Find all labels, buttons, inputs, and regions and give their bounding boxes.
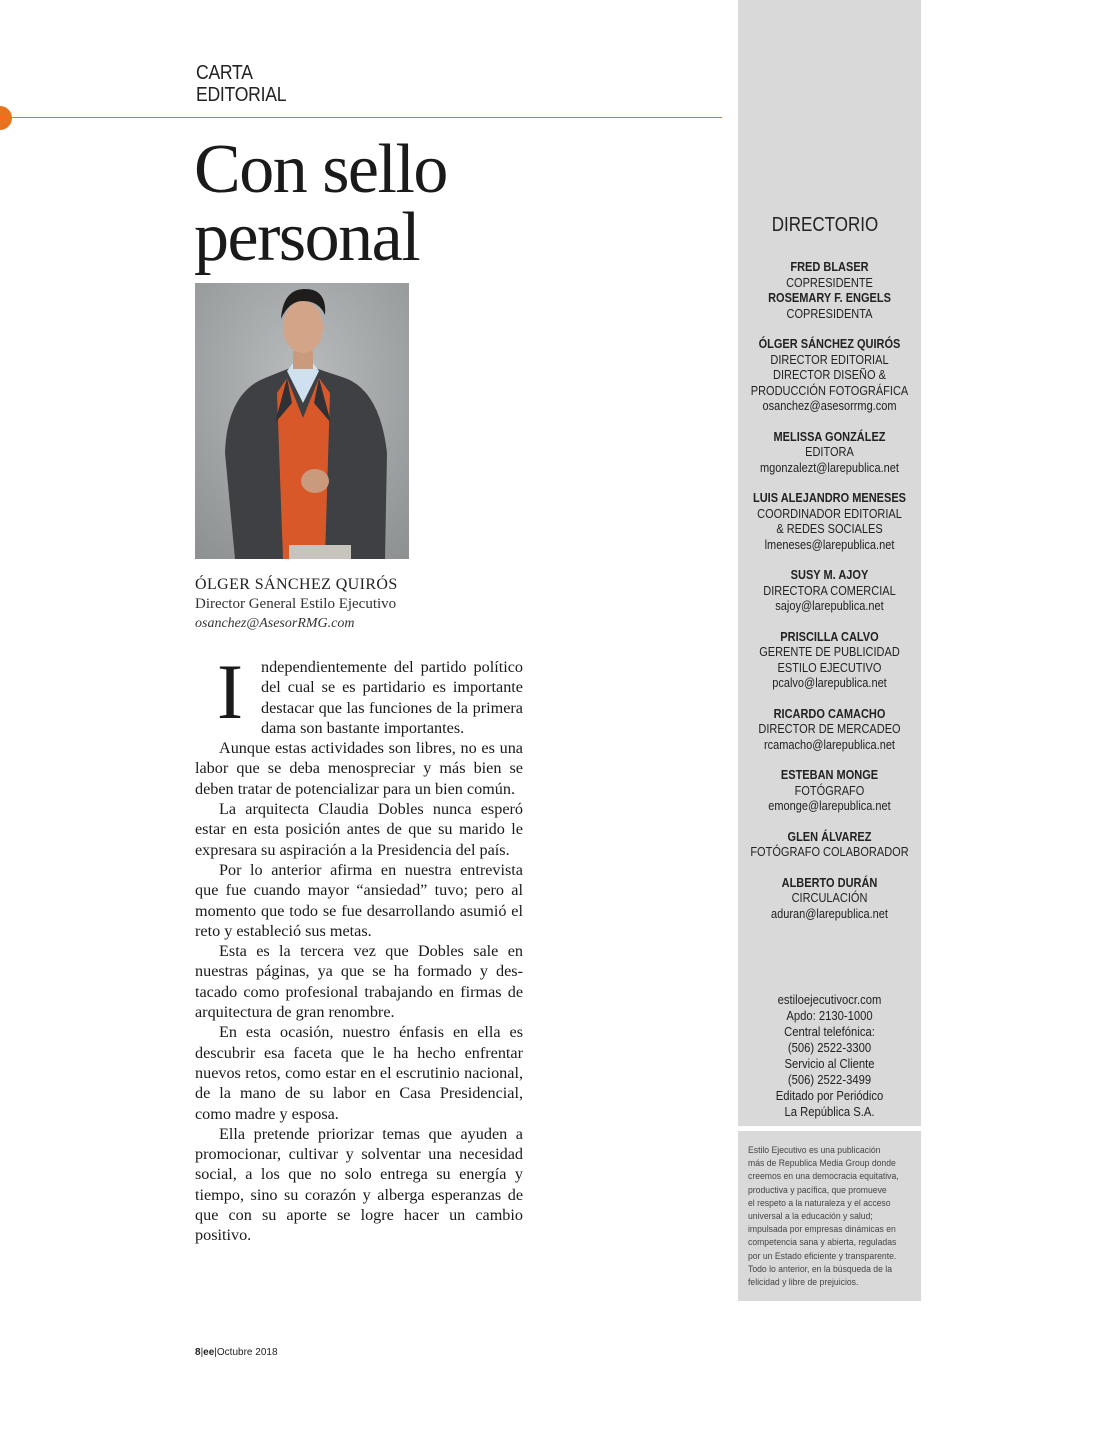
- mission-line: productiva y pacífica, que promueve: [748, 1184, 887, 1196]
- directory-entry: [738, 876, 921, 923]
- directory-role: FOTÓGRAFO: [794, 783, 865, 798]
- directory-role: FOTÓGRAFO COLABORADOR: [750, 845, 909, 859]
- author-name: ÓLGER SÁNCHEZ QUIRÓS: [195, 576, 398, 593]
- directory-role: ESTILO EJECUTIVO: [777, 660, 882, 675]
- directory-entry: [738, 491, 921, 553]
- article-paragraph: Ella pretende priorizar temas que ayuden a promocionar, cultivar y solventar una necesidad social, a los que no solo entrega su energía y tiempo, sino su corazón y alberga esperanzas de que con su aporte se logre hacer un cambio positivo.: [195, 1124, 523, 1245]
- website-link[interactable]: estiloejecutivocr.com: [777, 993, 882, 1007]
- directory-email[interactable]: emonge@larepublica.net: [768, 799, 891, 813]
- directory-role: CIRCULACIÓN: [791, 891, 868, 905]
- paragraph-text: ndependientemente del partido político del cual se es partidario es importante destacar que las funciones de la primera dama son bastante importantes.: [260, 658, 523, 737]
- page-folio: 8|ee|Octubre 2018: [195, 1347, 278, 1358]
- mission-line: impulsada por empresas dinámicas en: [748, 1224, 896, 1236]
- mission-line: universal a la educación y salud;: [748, 1211, 873, 1223]
- directory-name: ESTEBAN MONGE: [780, 768, 879, 782]
- article-paragraph: En esta ocasión, nuestro énfasis en ella es descubrir esa faceta que le ha hecho enfrentar nuevos retos, como estar en el escrutinio nacional, de la mano de su labor en Casa Presidencial, como madre y esposa.: [195, 1023, 523, 1123]
- author-email: osanchez@AsesorRMG.com: [195, 616, 355, 631]
- phone-number: (506) 2522-3300: [787, 1041, 872, 1055]
- directory-email[interactable]: sajoy@larepublica.net: [775, 599, 884, 613]
- publisher-line-2: La República S.A.: [784, 1105, 875, 1119]
- service-label: Servicio al Cliente: [784, 1057, 875, 1071]
- directory-entry: [738, 337, 921, 415]
- directory-name: PRISCILLA CALVO: [780, 629, 879, 644]
- mission-line: el respeto a la naturaleza y el acceso: [748, 1197, 891, 1209]
- mission-line: por un Estado eficiente y transparente.: [748, 1250, 897, 1262]
- directory-entry: [738, 768, 921, 815]
- directory-entry: [738, 707, 921, 754]
- headline-line-2: personal: [194, 199, 420, 276]
- directory-role: DIRECTORA COMERCIAL: [763, 583, 896, 598]
- author-photo: [195, 283, 409, 559]
- contact-block: [738, 992, 921, 1120]
- directory-entry: [738, 260, 921, 291]
- directory-entry: [738, 568, 921, 615]
- service-phone: (506) 2522-3499: [787, 1073, 872, 1087]
- directory-title: DIRECTORIO: [771, 214, 879, 236]
- directory-role: DIRECTOR DISEÑO &: [773, 368, 886, 382]
- mission-line: más de Republica Media Group donde: [748, 1158, 896, 1170]
- directory-name: ALBERTO DURÁN: [781, 875, 878, 890]
- directory-role: COORDINADOR EDITORIAL: [757, 506, 902, 521]
- section-rule: [0, 117, 722, 118]
- section-rule-dot: [0, 106, 12, 130]
- mission-line: competencia sana y abierta, reguladas: [748, 1237, 897, 1249]
- directory-name: LUIS ALEJANDRO MENESES: [752, 491, 907, 505]
- directory-entry: [738, 430, 921, 477]
- directory-list: [738, 260, 921, 937]
- directory-name: ROSEMARY F. ENGELS: [768, 291, 891, 305]
- article-paragraph: [195, 648, 523, 738]
- page-number: 8: [195, 1347, 201, 1358]
- issue-date: Octubre 2018: [216, 1347, 278, 1358]
- headline: [194, 131, 694, 276]
- directory-entry: [738, 630, 921, 692]
- directory-role: DIRECTOR EDITORIAL: [770, 352, 889, 367]
- directory-role: COPRESIDENTA: [786, 306, 873, 321]
- mission-line: felicidad y libre de prejuicios.: [748, 1277, 859, 1289]
- directory-name: RICARDO CAMACHO: [773, 706, 886, 721]
- article-paragraph: Aunque estas actividades son libres, no es una labor que se deba menospreciar y más bien se deben tratar de potencializar para un bien común.: [195, 739, 523, 798]
- section-label-line-1: CARTA: [196, 62, 253, 84]
- article-body: [195, 648, 523, 1246]
- article-paragraph: Por lo anterior afirma en nuestra entrevista que fue cuando mayor “ansiedad” tuvo; pero al momento que todo se fue desarrollando asumió el reto y estableció sus metas.: [195, 860, 523, 940]
- postal-box: Apdo: 2130-1000: [786, 1009, 873, 1023]
- drop-cap: I: [217, 648, 243, 735]
- directory-role: PRODUCCIÓN FOTOGRÁFICA: [750, 383, 909, 398]
- directory-role: & REDES SOCIALES: [776, 522, 883, 536]
- directory-email[interactable]: osanchez@asesorrmg.com: [762, 399, 897, 413]
- mission-line: Todo lo anterior, en la búsqueda de la: [748, 1263, 893, 1275]
- mission-line: creemos en una democracia equitativa,: [748, 1171, 899, 1183]
- headline-line-1: Con sello: [194, 131, 447, 208]
- directory-name: FRED BLASER: [790, 260, 869, 274]
- directory-email[interactable]: mgonzalezt@larepublica.net: [760, 460, 899, 475]
- directory-email[interactable]: lmeneses@larepublica.net: [764, 537, 895, 552]
- directory-email[interactable]: pcalvo@larepublica.net: [772, 676, 887, 690]
- directory-role: EDITORA: [805, 445, 854, 459]
- directory-role: COPRESIDENTE: [786, 275, 873, 290]
- author-role: Director General Estilo Ejecutivo: [195, 596, 397, 612]
- directory-name: ÓLGER SÁNCHEZ QUIRÓS: [758, 337, 901, 351]
- section-label-line-2: EDITORIAL: [196, 84, 287, 106]
- directory-email[interactable]: aduran@larepublica.net: [771, 906, 888, 921]
- directory-role: DIRECTOR DE MERCADEO: [758, 722, 901, 736]
- phone-label: Central telefónica:: [784, 1025, 875, 1039]
- directory-role: GERENTE DE PUBLICIDAD: [759, 645, 900, 659]
- article-paragraph: La arquitecta Claudia Dobles nunca esperó estar en esta posición antes de que su marido le expresara su aspiración a la Presidencia del país.: [195, 800, 523, 859]
- directory-name: SUSY M. AJOY: [790, 568, 869, 582]
- mission-line: Estilo Ejecutivo es una publicación: [748, 1145, 881, 1156]
- brand-mark: ee: [203, 1347, 215, 1358]
- mission-statement: [748, 1144, 920, 1289]
- directory-email[interactable]: rcamacho@larepublica.net: [763, 737, 896, 752]
- directory-entry: [738, 291, 921, 322]
- directory-name: MELISSA GONZÁLEZ: [773, 429, 886, 444]
- publisher-line-1: Editado por Periódico: [775, 1089, 884, 1103]
- section-label: [196, 62, 286, 106]
- article-paragraph: Esta es la tercera vez que Dobles sale en nuestras páginas, ya que se ha formado y destacado como profesional trabajando en firmas de arquitectura de gran renombre.: [195, 942, 523, 1022]
- directory-name: GLEN ÁLVAREZ: [787, 829, 872, 844]
- directory-entry: [738, 830, 921, 861]
- portrait-illustration: [195, 283, 409, 559]
- author-byline: [195, 575, 398, 633]
